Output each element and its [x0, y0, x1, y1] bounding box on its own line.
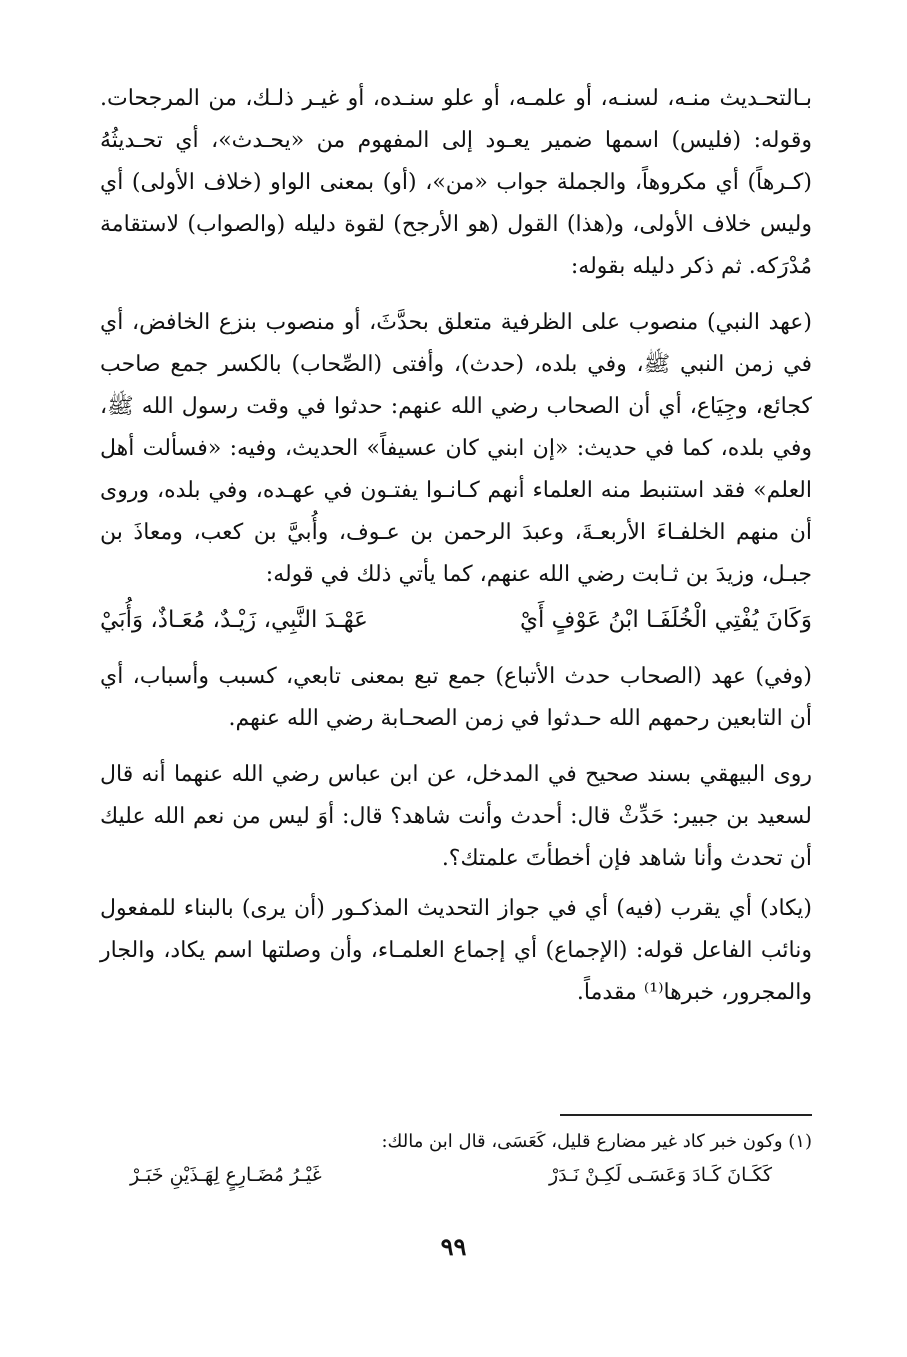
- footnote-verse-left: غَيْـرُ مُضَـارِعٍ لِهَـذَيْنِ خَبَـرْ: [130, 1164, 322, 1186]
- paragraph-5: (يكاد) أي يقرب (فيه) أي في جواز التحديث المذكـور (أن يرى) بالبناء للمفعول ونائب الفاعل قوله: (الإجماع) أي إجماع العلمـاء، وأن وصلتها اسم يكاد، والجار والمجرور، خبرها⁽¹⁾ مقدماً.: [100, 896, 812, 1005]
- verse-left-hemistich: عَهْـدَ النَّبِي، زَيْـدٌ، مُعَـاذٌ، وَأُبَيْ: [100, 607, 368, 633]
- footnote: [100, 1126, 812, 1192]
- paragraph-4: روى البيهقي بسند صحيح في المدخل، عن ابن عباس رضي الله عنهما أنه قال لسعيد بن جبير: حَدِّثْ قال: أحدث وأنت شاهد؟ قال: أوَ ليس من نعم الله عليك أن تحدث وأنا شاهد فإن أخطأتَ علمتك؟.: [100, 762, 812, 871]
- verse-line: [100, 598, 812, 642]
- verse-right-hemistich: وَكَانَ يُفْتِي الْخُلَفَـا ابْنُ عَوْفٍ أَيْ: [519, 607, 812, 633]
- paragraph-3: (وفي) عهد (الصحاب حدث الأتباع) جمع تبع بمعنى تابعي، كسبب وأسباب، أي أن التابعين رحمهم الله حـدثوا في زمن الصحـابة رضي الله عنهم.: [100, 664, 812, 731]
- footnote-verse-right: كَكَـانَ كَـادَ وَعَسَـى لَكِـنْ نَـدَرْ: [548, 1164, 772, 1186]
- paragraph-1: بـالتحـديث منـه، لسنـه، أو علمـه، أو علو سنـده، أو غيـر ذلـك، من المرجحات. وقوله: (فليس) اسمها ضمير يعـود إلى المفهوم من «يحـدث»، أي تحـديثُهُ (كـرهاً) أي مكروهاً، والجملة جواب «من»، (أو) بمعنى الواو (خلاف الأولى) أي وليس خلاف الأولى، و(هذا) القول (هو الأرجح) لقوة دليله (والصواب) لاستقامة مُدْرَكه. ثم ذكر دليله بقوله:: [100, 86, 812, 279]
- footnote-verse: [100, 1158, 812, 1192]
- footnote-separator: [560, 1114, 812, 1116]
- main-text: [100, 78, 812, 1014]
- paragraph-2: (عهد النبي) منصوب على الظرفية متعلق بحدَّثَ، أو منصوب بنزع الخافض، أي في زمن النبي ﷺ، وفي بلده، (حدث)، وأفتى (الصِّحاب) بالكسر جمع صاحب كجائع، وجِيَاع، أي أن الصحاب رضي الله عنهم: حدثوا في وقت رسول الله ﷺ، وفي بلده، كما في حديث: «إن ابني كان عسيفاً» الحديث، وفيه: «فسألت أهل العلم» فقد استنبط منه العلماء أنهم كـانـوا يفتـون في عهـده، وفي بلده، وروى أن منهم الخلفـاءَ الأربعـةَ، وعبدَ الرحمن بن عـوف، وأُبيَّ بن كعب، ومعاذَ بن جبـل، وزيدَ بن ثـابت رضي الله عنهم، كما يأتي ذلك في قوله:: [100, 310, 812, 587]
- footnote-text: (١) وكون خبر كاد غير مضارع قليل، كَعَسَى، قال ابن مالك:: [381, 1131, 812, 1152]
- page-number: ٩٩: [440, 1232, 467, 1261]
